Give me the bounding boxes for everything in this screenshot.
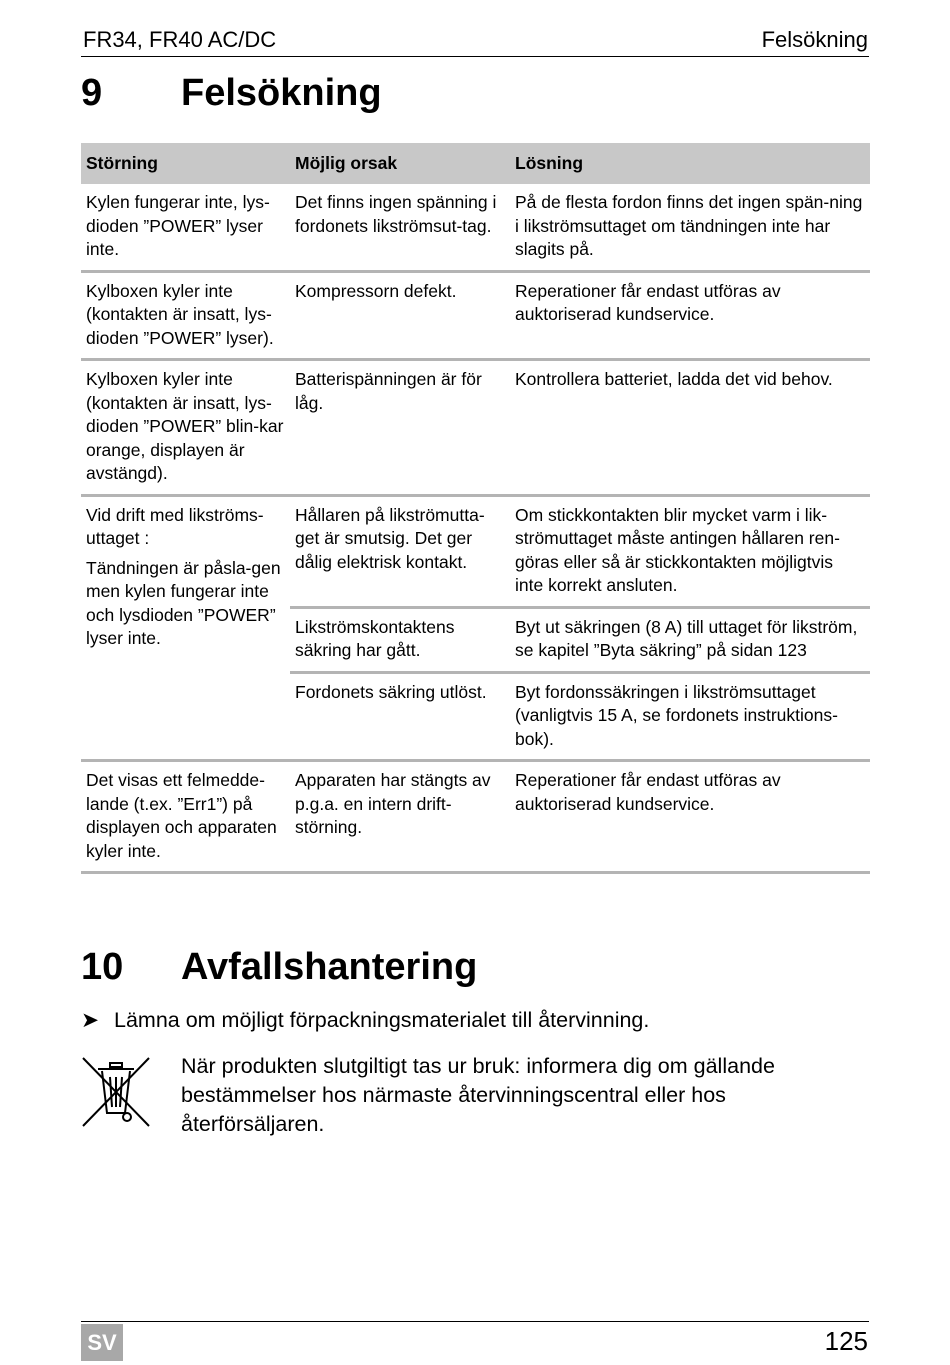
recycling-instruction <box>81 1008 649 1033</box>
cell-solution: Om stickkontakten blir mycket varm i lik-strömuttaget måste antingen hållaren ren-göras eller så är stickkontakten möjligtvis inte korrekt ansluten. <box>510 495 870 607</box>
section-10-title: Avfallshantering <box>181 946 478 988</box>
cell-problem: Det visas ett felmedde-lande (t.ex. ”Err1”) på displayen och apparaten kyler inte. <box>81 761 290 873</box>
section-9-heading <box>81 72 382 115</box>
table-row <box>81 271 870 360</box>
cell-solution: På de flesta fordon finns det ingen spän-ning i likströmsuttaget om tändningen inte har slagits på. <box>510 184 870 271</box>
table-header-row <box>81 143 870 184</box>
section-10-heading <box>81 946 477 989</box>
cell-problem: Kylboxen kyler inte (kontakten är insatt, lys-dioden ”POWER” blin-kar orange, displayen är avstängd). <box>81 360 290 496</box>
crossed-out-wheelie-bin-icon <box>81 1055 151 1129</box>
section-9-number: 9 <box>81 72 103 114</box>
page-header <box>81 25 869 57</box>
cell-cause: Apparaten har stängts av p.g.a. en intern drift-störning. <box>290 761 510 873</box>
cell-solution: Byt fordonssäkringen i likströmsuttaget (vanligtvis 15 A, se fordonets instruktions-bok). <box>510 672 870 761</box>
table-row <box>81 184 870 271</box>
problem-context: Vid drift med likströms-uttaget : <box>86 504 264 548</box>
column-header-problem: Störning <box>81 143 290 184</box>
page-footer <box>81 1321 869 1362</box>
table-row <box>81 360 870 496</box>
recycling-text: Lämna om möjligt förpackningsmaterialet till återvinning. <box>114 1008 650 1032</box>
cell-cause: Det finns ingen spänning i fordonets likströmsut-tag. <box>290 184 510 271</box>
column-header-cause: Möjlig orsak <box>290 143 510 184</box>
troubleshooting-table <box>81 143 870 874</box>
arrow-bullet-icon: ➤ <box>81 1008 100 1032</box>
cell-cause: Likströmskontaktens säkring har gått. <box>290 607 510 672</box>
cell-solution: Reperationer får endast utföras av auktoriserad kundservice. <box>510 271 870 360</box>
page-number: 125 <box>824 1326 868 1356</box>
disposal-text: När produkten slutgiltigt tas ur bruk: informera dig om gällande bestämmelser hos närmaste återvinningscentral eller hos återförsäljaren. <box>181 1054 775 1136</box>
cell-cause: Kompressorn defekt. <box>290 271 510 360</box>
table-row <box>81 761 870 873</box>
section-10-number: 10 <box>81 946 124 988</box>
problem-description: Tändningen är påsla-gen men kylen fungerar inte och lysdioden ”POWER” lyser inte. <box>86 557 281 648</box>
cell-solution: Reperationer får endast utföras av auktoriserad kundservice. <box>510 761 870 873</box>
language-badge: SV <box>81 1324 123 1361</box>
column-header-solution: Lösning <box>510 143 870 184</box>
header-chapter: Felsökning <box>761 27 868 52</box>
cell-solution: Byt ut säkringen (8 A) till uttaget för likström, se kapitel ”Byta säkring” på sidan 123 <box>510 607 870 672</box>
cell-cause: Hållaren på likströmutta-get är smutsig. Det ger dålig elektrisk kontakt. <box>290 495 510 607</box>
table-row <box>81 495 870 607</box>
cell-problem: Kylen fungerar inte, lys-dioden ”POWER” lyser inte. <box>81 184 290 271</box>
cell-cause: Batterispänningen är för låg. <box>290 360 510 496</box>
cell-problem: Kylboxen kyler inte (kontakten är insatt, lys-dioden ”POWER” lyser). <box>81 271 290 360</box>
cell-cause: Fordonets säkring utlöst. <box>290 672 510 761</box>
cell-solution: Kontrollera batteriet, ladda det vid behov. <box>510 360 870 496</box>
header-product: FR34, FR40 AC/DC <box>83 27 277 52</box>
cell-problem <box>81 495 290 761</box>
section-9-title: Felsökning <box>181 72 382 114</box>
